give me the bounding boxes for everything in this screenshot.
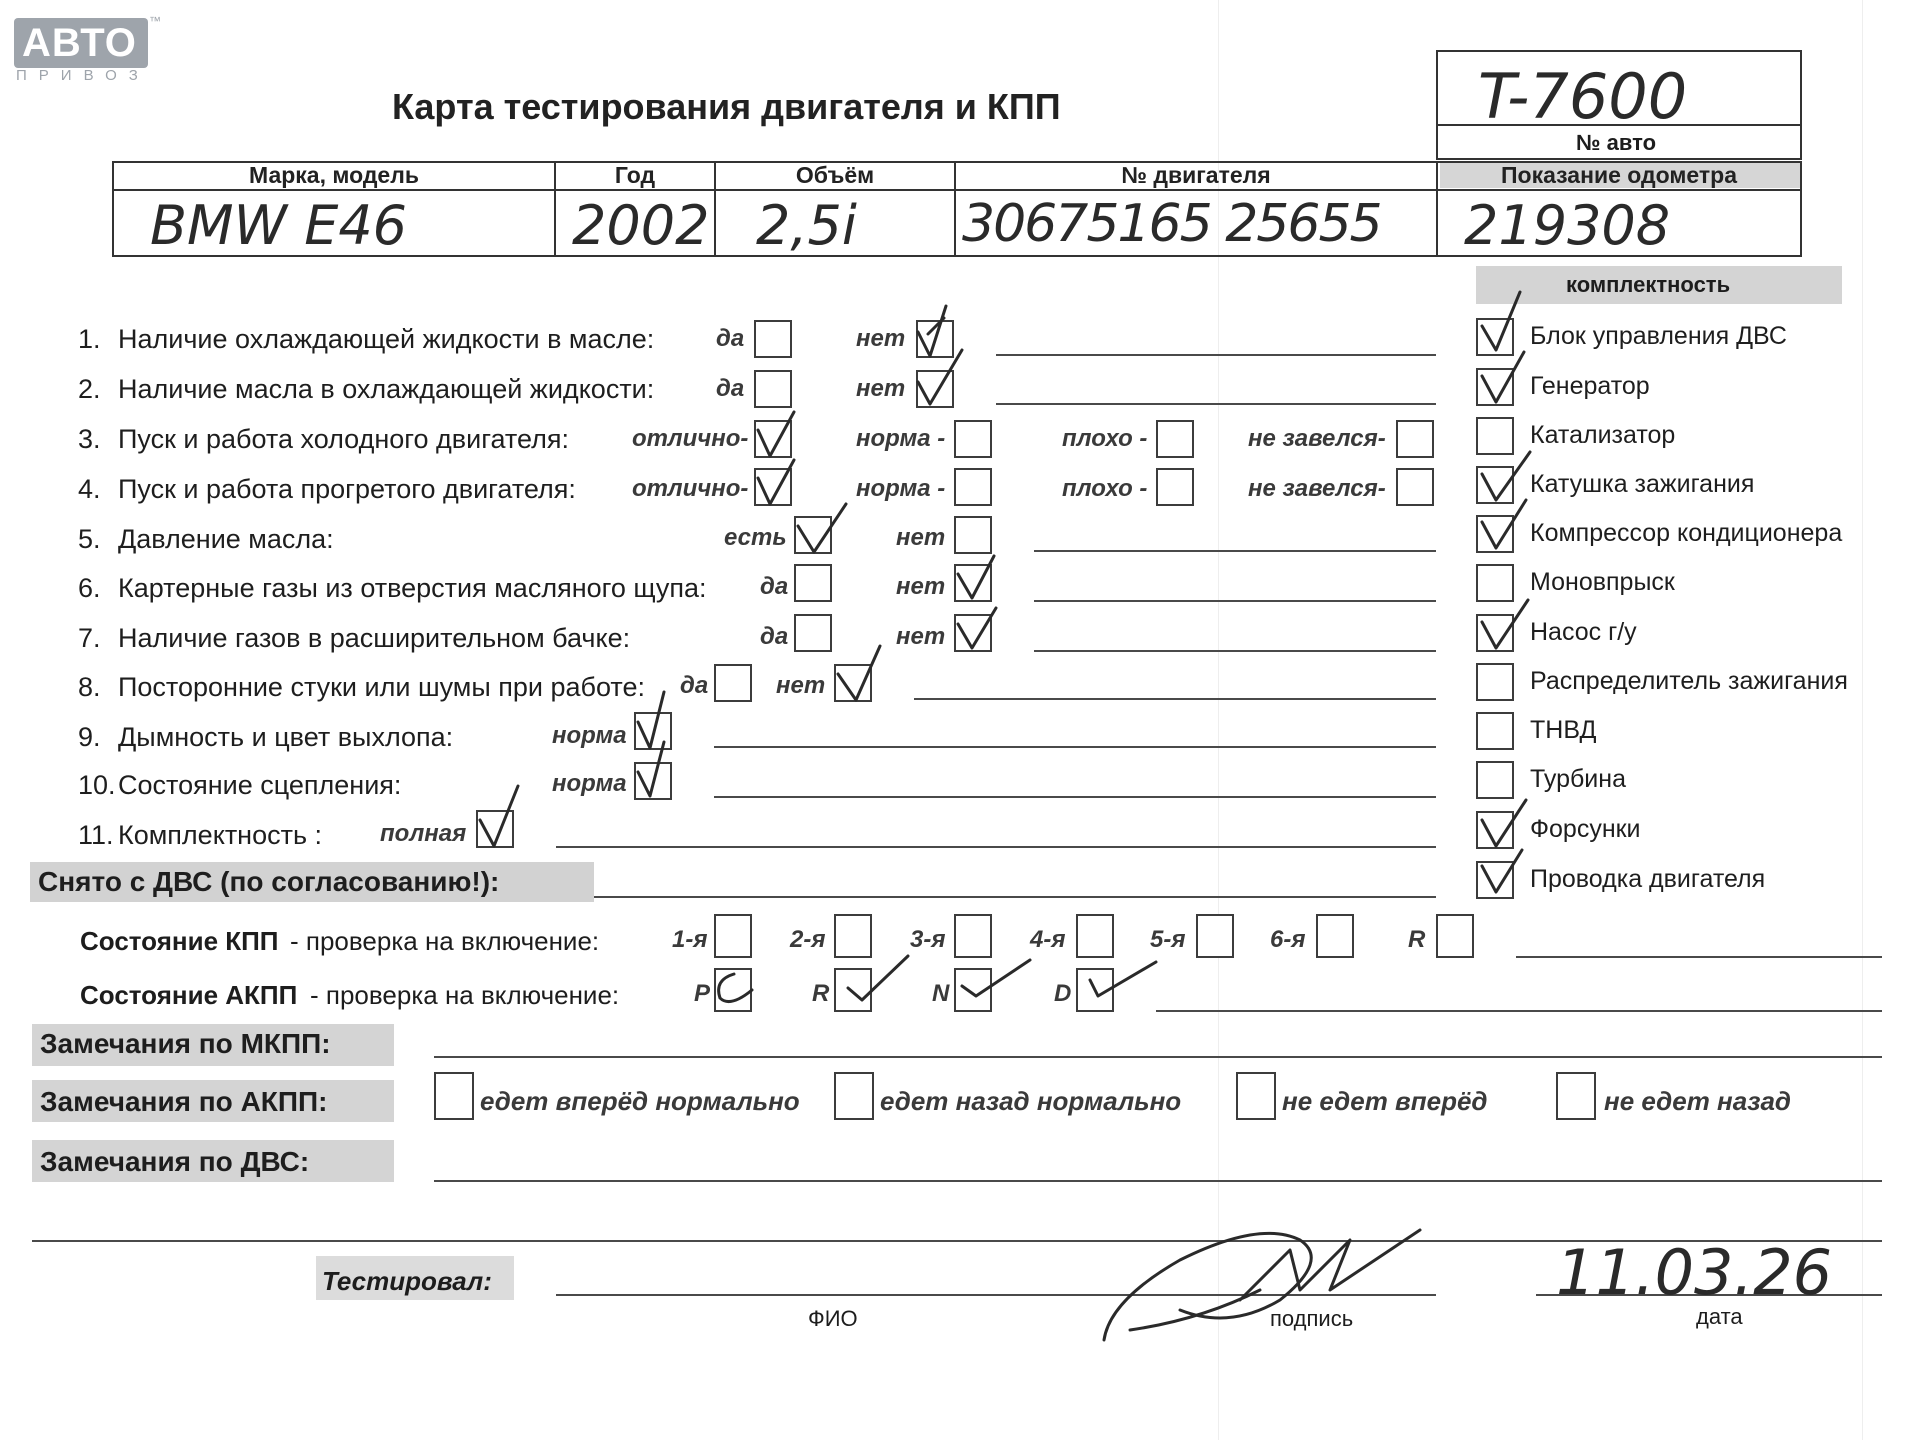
- value-odometer: 219308: [1464, 194, 1671, 257]
- option-label: плохо -: [1062, 475, 1148, 502]
- akpp-option-label: не едет вперёд: [1282, 1086, 1488, 1116]
- check-mark: [848, 956, 908, 1000]
- question-number: 5.: [78, 524, 101, 554]
- akpp-label-bold: Состояние АКПП: [80, 980, 298, 1010]
- gear-label: 3-я: [910, 926, 946, 953]
- page-title: Карта тестирования двигателя и КПП: [392, 86, 1061, 127]
- question-text: Дымность и цвет выхлопа:: [118, 722, 454, 752]
- check-mark: [962, 960, 1030, 996]
- check-mark: [758, 460, 794, 504]
- check-mark: [1482, 800, 1526, 846]
- akpp-option-label: едет назад нормально: [880, 1086, 1182, 1116]
- date-label: дата: [1696, 1304, 1743, 1329]
- completeness-item-label: Катализатор: [1530, 421, 1676, 449]
- check-mark: [1482, 600, 1528, 648]
- option-label: да: [680, 672, 709, 699]
- question-number: 4.: [78, 474, 101, 504]
- signature: [1104, 1230, 1420, 1340]
- check-mark: [638, 692, 664, 748]
- check-mark: [918, 350, 962, 404]
- watermark-brand: АВТО: [22, 21, 137, 65]
- check-mark: [918, 306, 946, 356]
- question-number: 1.: [78, 324, 101, 354]
- check-mark: [838, 646, 880, 700]
- akpp-position-label: D: [1054, 980, 1072, 1007]
- question-text: Картерные газы из отверстия масляного щупа:: [118, 573, 707, 603]
- option-label: да: [716, 325, 745, 352]
- remarks-akpp-label: Замечания по АКПП:: [40, 1086, 328, 1117]
- question-number: 8.: [78, 672, 101, 702]
- col-engine-number: № двигателя: [1121, 162, 1271, 188]
- gear-label: 5-я: [1150, 926, 1186, 953]
- col-odometer: Показание одометра: [1501, 162, 1737, 188]
- akpp-position-label: R: [812, 980, 830, 1007]
- question-number: 10.: [78, 770, 116, 800]
- question-text: Наличие охлаждающей жидкости в масле:: [118, 324, 655, 354]
- question-number: 3.: [78, 424, 101, 454]
- question-number: 9.: [78, 722, 101, 752]
- check-mark: [480, 786, 518, 846]
- check-mark: [798, 504, 846, 552]
- option-label: норма -: [856, 425, 946, 452]
- gear-label: 6-я: [1270, 926, 1306, 953]
- gear-label: 1-я: [672, 926, 708, 953]
- option-label: норма: [552, 722, 627, 749]
- completeness-title: комплектность: [1566, 272, 1731, 297]
- option-label: да: [760, 573, 789, 600]
- remarks-dvs-label: Замечания по ДВС:: [40, 1146, 310, 1177]
- col-make-model: Марка, модель: [249, 162, 419, 188]
- check-mark: [638, 742, 664, 796]
- option-label: нет: [776, 672, 826, 699]
- question-number: 6.: [78, 573, 101, 603]
- gear-label: R: [1408, 926, 1426, 953]
- completeness-item-label: Насос г/у: [1530, 618, 1637, 646]
- check-mark: [1482, 292, 1520, 350]
- auto-number-label: № авто: [1576, 130, 1657, 155]
- completeness-item-label: ТНВД: [1530, 716, 1597, 744]
- value-engine-number: 30675165 25655: [962, 194, 1381, 254]
- question-text: Состояние сцепления:: [118, 770, 402, 800]
- check-mark: [1482, 850, 1522, 892]
- question-number: 7.: [78, 623, 101, 653]
- col-volume: Объём: [795, 162, 875, 188]
- watermark-sub: ПРИВОЗ: [16, 67, 150, 84]
- option-label: отлично-: [632, 425, 749, 452]
- completeness-item-label: Блок управления ДВС: [1530, 322, 1787, 350]
- check-mark: [958, 556, 994, 598]
- question-text: Давление масла:: [118, 524, 334, 554]
- option-label: не завелся-: [1248, 425, 1386, 452]
- col-year: Год: [614, 162, 656, 188]
- check-mark: [1482, 452, 1530, 500]
- value-make-model: BMW E46: [150, 194, 408, 257]
- option-label: да: [716, 375, 745, 402]
- question-text: Наличие газов в расширительном бачке:: [118, 623, 631, 653]
- completeness-item-label: Генератор: [1530, 372, 1650, 400]
- option-label: плохо -: [1062, 425, 1148, 452]
- check-mark: [719, 974, 752, 1002]
- completeness-item-label: Катушка зажигания: [1530, 470, 1755, 498]
- option-label: есть: [724, 524, 787, 551]
- akpp-option-label: не едет назад: [1604, 1086, 1792, 1116]
- option-label: не завелся-: [1248, 475, 1386, 502]
- gear-label: 2-я: [790, 926, 826, 953]
- auto-number-value: T-7600: [1478, 60, 1688, 133]
- option-label: нет: [896, 524, 946, 551]
- akpp-position-label: N: [932, 980, 950, 1007]
- akpp-label-rest: - проверка на включение:: [310, 980, 620, 1010]
- question-text: Комплектность :: [118, 820, 323, 850]
- check-mark: [1482, 352, 1524, 402]
- kpp-label-bold: Состояние КПП: [80, 926, 279, 956]
- question-number: 11.: [78, 820, 114, 850]
- fio-label: ФИО: [808, 1306, 858, 1331]
- removed-label: Снято с ДВС (по согласованию!):: [38, 866, 500, 897]
- date-value: 11.03.26: [1556, 1236, 1833, 1309]
- check-mark: [958, 608, 996, 648]
- question-text: Наличие масла в охлаждающей жидкости:: [118, 374, 655, 404]
- completeness-item-label: Моновпрыск: [1530, 568, 1675, 596]
- akpp-option-label: едет вперёд нормально: [480, 1086, 800, 1116]
- completeness-item-label: Турбина: [1530, 765, 1626, 793]
- option-label: нет: [856, 325, 906, 352]
- watermark-tm: ™: [149, 14, 161, 28]
- check-mark: [1090, 962, 1156, 996]
- question-number: 2.: [78, 374, 101, 404]
- option-label: отлично-: [632, 475, 749, 502]
- remarks-mkpp-label: Замечания по МКПП:: [40, 1028, 331, 1059]
- gear-label: 4-я: [1030, 926, 1066, 953]
- option-label: норма: [552, 770, 627, 797]
- completeness-item-label: Компрессор кондиционера: [1530, 519, 1843, 547]
- question-text: Посторонние стуки или шумы при работе:: [118, 672, 645, 702]
- akpp-position-label: P: [694, 980, 711, 1007]
- question-text: Пуск и работа прогретого двигателя:: [118, 474, 576, 504]
- option-label: нет: [896, 573, 946, 600]
- option-label: да: [760, 623, 789, 650]
- completeness-item-label: Распределитель зажигания: [1530, 667, 1848, 695]
- option-label: полная: [380, 820, 467, 847]
- completeness-item-label: Проводка двигателя: [1530, 865, 1766, 893]
- option-label: нет: [856, 375, 906, 402]
- tested-label: Тестировал:: [322, 1266, 492, 1296]
- kpp-label-rest: - проверка на включение:: [290, 926, 600, 956]
- check-mark: [1482, 500, 1526, 548]
- option-label: норма -: [856, 475, 946, 502]
- completeness-item-label: Форсунки: [1530, 815, 1641, 843]
- value-volume: 2,5i: [756, 194, 857, 257]
- signature-label: подпись: [1270, 1306, 1354, 1331]
- option-label: нет: [896, 623, 946, 650]
- value-year: 2002: [572, 194, 710, 257]
- check-mark: [758, 412, 794, 456]
- question-text: Пуск и работа холодного двигателя:: [118, 424, 569, 454]
